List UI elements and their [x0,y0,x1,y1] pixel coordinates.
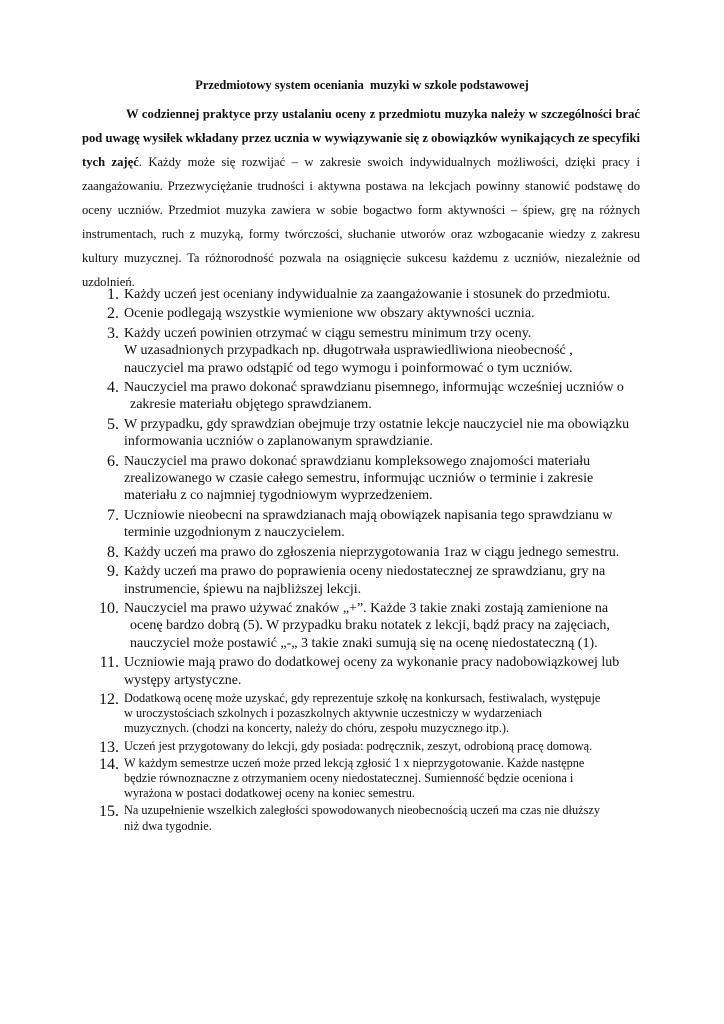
intro-bold-text: W codziennej praktyce przy ustalaniu oceny z przedmiotu muzyka należy w szczególności brać pod uwagę wysiłek wkładany przez ucznia w wywiązywanie się z obowiązków wynikających ze specyfiki tych zajęć [82,107,640,169]
list-item-text [124,563,652,598]
list-item-line: Każdy uczeń ma prawo do zgłoszenia nieprzygotowania 1raz w ciągu jednego semestru. [124,544,620,560]
list-item-text [124,739,652,754]
list-item-line: Każdy uczeń ma prawo do poprawienia oceny niedostatecznej ze sprawdzianu, gry na [124,564,606,580]
list-item-number: 7. [107,506,119,524]
list-item-number: 8. [107,543,119,561]
list-item [82,739,652,754]
list-item-line: wyrażona w postaci dodatkowej oceny na koniec semestru. [124,786,415,801]
list-item [82,544,652,561]
list-item-line: zrealizowanego w czasie całego semestru, informując uczniów o terminie i zakresie [124,471,594,487]
list-item-number: 12. [99,690,119,708]
list-item-line: muzycznych. (chodzi na koncerty, należy do chóru, zespołu muzycznego itp.). [124,721,510,736]
list-item-text [124,803,652,833]
list-item-line: Każdy uczeń jest oceniany indywidualnie za zaangażowanie i stosunek do przedmiotu. [124,287,611,302]
list-item-line: W każdym semestrze uczeń może przed lekcją zgłosić 1 x nieprzygotowanie. Każde następne [124,755,585,770]
list-item-number: 15. [99,803,119,821]
list-item [82,379,652,414]
list-item-number: 1. [107,286,119,303]
list-item [82,756,652,802]
list-item-line: informowania uczniów o zaplanowanym sprawdzianie. [124,434,434,450]
list-item-line: Uczniowie mają prawo do dodatkowej oceny za wykonanie pracy nadobowiązkowej lub [124,655,620,671]
list-item-line: materiału z co najmniej tygodniowym wyprzedzeniem. [124,488,433,504]
list-item [82,691,652,737]
list-item-line: Każdy uczeń powinien otrzymać w ciągu semestru minimum trzy oceny. [124,325,532,341]
list-item-text [124,691,652,737]
list-item-number: 6. [107,452,119,470]
list-item-text [124,325,652,377]
list-item [82,416,652,451]
list-item [82,305,652,322]
list-item-line: Nauczyciel ma prawo używać znaków „+”. Każde 3 takie znaki zostają zamienione na [124,600,609,616]
list-item-text [124,600,652,652]
list-item-number: 2. [107,305,119,323]
list-item-line: w uroczystościach szkolnych i pozaszkolnych aktywnie uczestniczy w wydarzeniach [124,706,542,721]
list-item-text [124,544,652,561]
list-item-line: Nauczyciel ma prawo dokonać sprawdzianu pisemnego, informując wcześniej uczniów o [124,380,624,396]
list-item-number: 11. [99,654,119,672]
list-item-text [124,416,652,451]
list-item-number: 4. [107,379,119,397]
list-item-line: ocenę bardzo dobrą (5). W przypadku braku notatek z lekcji, bądź pracy na zajęciach, [130,618,610,634]
list-item [82,325,652,377]
list-item-number: 14. [99,755,119,773]
list-item [82,600,652,652]
list-item-line: Uczeń jest przygotowany do lekcji, gdy posiada: podręcznik, zeszyt, odrobioną pracę domową. [124,738,593,753]
list-item [82,563,652,598]
rules-list [82,286,652,836]
list-item-text [124,305,652,322]
list-item-number: 9. [107,563,119,581]
intro-paragraph [82,102,640,294]
intro-text: . Każdy może się rozwijać – w zakresie swoich indywidualnych możliwości, dzięki pracy i zaangażowaniu. Przezwyciężanie trudności i aktywna postawa na lekcjach powinny stanowić podstawę do oceny uczniów. Przedmiot muzyka zawiera w sobie bogactwo form aktywności – śpiew, grę na różnych instrumentach, ruch z muzyką, formy twórczości, słuchanie utworów oraz wzbogacanie wiedzy z zakresu kultury muzycznej. Ta różnorodność pozwala na osiągnięcie sukcesu każdemu z uczniów, niezależnie od uzdolnień. [82,155,640,289]
list-item-line: Na uzupełnienie wszelkich zaległości spowodowanych nieobecnością uczeń ma czas nie dłuższy [124,803,600,818]
list-item-number: 3. [107,324,119,342]
list-item [82,453,652,505]
list-item-text [124,379,652,414]
list-item-line: Nauczyciel ma prawo dokonać sprawdzianu kompleksowego znajomości materiału [124,453,591,469]
list-item [82,803,652,833]
list-item-text [124,453,652,505]
list-item-text [124,507,652,542]
list-item-text [124,654,652,689]
list-item-line: Dodatkową ocenę może uzyskać, gdy reprezentuje szkołę na konkursach, festiwalach, występuje [124,690,601,705]
list-item-number: 13. [99,738,119,756]
list-item-number: 5. [107,415,119,433]
list-item-line: W uzasadnionych przypadkach np. długotrwała usprawiedliwiona nieobecność , [124,343,573,359]
list-item-number: 10. [99,599,119,617]
list-item-line: nauczyciel może postawić „-„ 3 takie znaki sumują się na ocenę niedostateczną (1). [130,635,598,651]
list-item-line: W przypadku, gdy sprawdzian obejmuje trzy ostatnie lekcje nauczyciel nie ma obowiązku [124,416,630,432]
list-item-line: będzie równoznaczne z otrzymaniem oceny niedostatecznej. Sumienność będzie oceniona i [124,770,574,785]
list-item-text [124,286,652,303]
list-item-line: niż dwa tygodnie. [124,818,212,833]
list-item-line: Uczniowie nieobecni na sprawdzianach mają obowiązek napisania tego sprawdzianu w [124,507,613,523]
list-item [82,507,652,542]
list-item [82,286,652,303]
list-item [82,654,652,689]
list-item-line: nauczyciel ma prawo odstąpić od tego wymogu i poinformować o tym uczniów. [124,360,573,376]
list-item-text [124,756,652,802]
list-item-line: terminie uzgodnionym z nauczycielem. [124,525,345,541]
list-item-line: występy artystyczne. [124,672,242,688]
page-title: Przedmiotowy system oceniania muzyki w szkole podstawowej [195,78,529,92]
list-item-line: instrumencie, śpiewu na najbliższej lekcji. [124,581,362,597]
list-item-line: Ocenie podlegają wszystkie wymienione ww obszary aktywności ucznia. [124,306,535,322]
list-item-line: zakresie materiału objętego sprawdzianem. [130,397,372,413]
